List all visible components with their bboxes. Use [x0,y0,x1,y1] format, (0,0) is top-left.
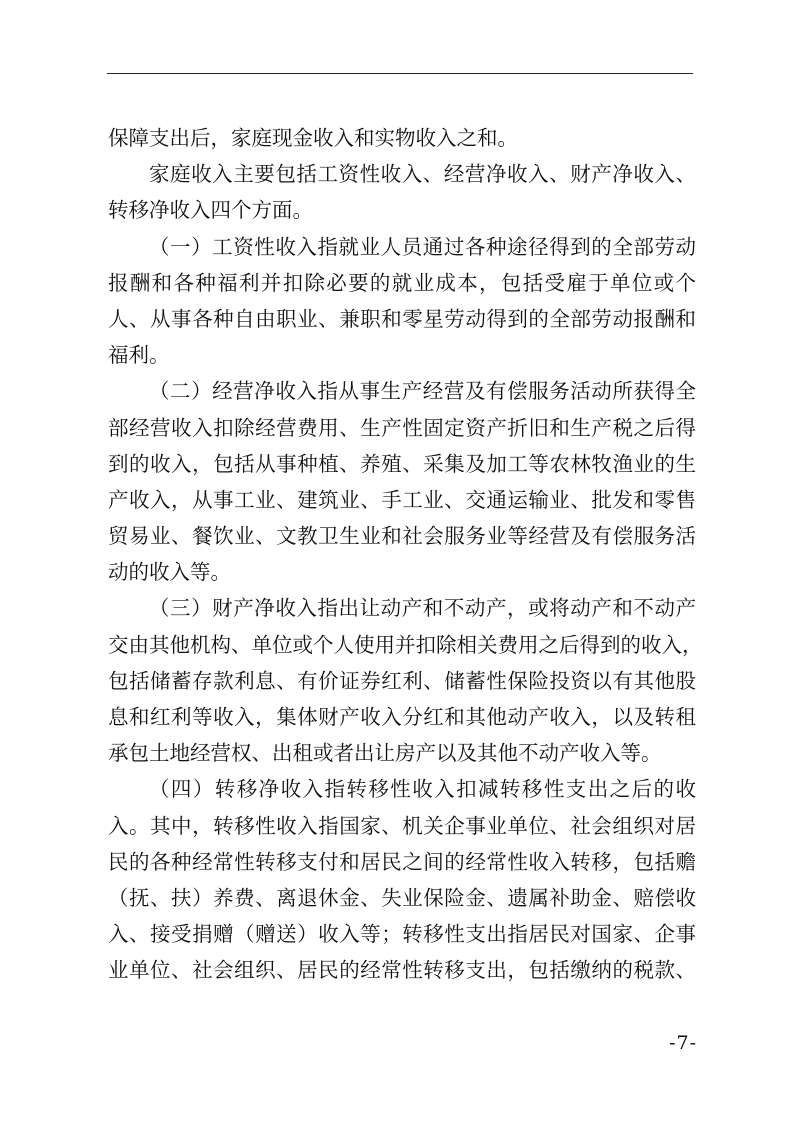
page-number: -7- [669,1032,697,1054]
text-line: （四）转移净收入指转移性收入扣减转移性支出之后的收 [149,777,696,802]
text-line: 保障支出后，家庭现金收入和实物收入之和。 [108,126,518,150]
text-line: 业单位、社会组织、居民的经常性转移支出，包括缴纳的税款、 [108,958,696,983]
text-line: 包括储蓄存款利息、有价证券红利、储蓄性保险投资以有其他股 [108,668,696,693]
text-line: 人、从事各种自由职业、兼职和零星劳动得到的全部劳动报酬和 [108,306,696,331]
header-rule [107,73,693,74]
text-line: 入、接受捐赠（赠送）收入等；转移性支出指居民对国家、企事 [108,922,696,947]
document-body [108,120,703,989]
text-line: （二）经营净收入指从事生产经营及有偿服务活动所获得全 [149,379,696,404]
text-line: 到的收入，包括从事种植、养殖、采集及加工等农林牧渔业的生 [108,451,696,476]
text-line: 承包土地经营权、出租或者出让房产以及其他不动产收入等。 [108,741,662,766]
text-line: 贸易业、餐饮业、文教卫生业和社会服务业等经营及有偿服务活 [108,524,696,549]
text-line: 转移净收入四个方面。 [108,198,313,223]
text-line: 交由其他机构、单位或个人使用并扣除相关费用之后得到的收入， [108,632,703,657]
text-line: 报酬和各种福利并扣除必要的就业成本，包括受雇于单位或个 [108,270,696,295]
text-line: 部经营收入扣除经营费用、生产性固定资产折旧和生产税之后得 [108,415,696,440]
text-line: 动的收入等。 [108,560,231,585]
text-line: （三）财产净收入指出让动产和不动产，或将动产和不动产 [149,596,696,621]
text-line: 入。其中，转移性收入指国家、机关企事业单位、社会组织对居 [108,813,696,838]
text-line: 家庭收入主要包括工资性收入、经营净收入、财产净收入、 [149,162,696,187]
text-line: （一）工资性收入指就业人员通过各种途径得到的全部劳动 [149,234,696,259]
text-line: （抚、扶）养费、离退休金、失业保险金、遗属补助金、赔偿收 [108,885,696,910]
text-line: 息和红利等收入，集体财产收入分红和其他动产收入，以及转租 [108,705,696,729]
text-line: 产收入，从事工业、建筑业、手工业、交通运输业、批发和零售 [108,487,696,512]
text-line: 民的各种经常性转移支付和居民之间的经常性收入转移，包括赡 [108,849,696,874]
text-line: 福利。 [108,343,170,368]
